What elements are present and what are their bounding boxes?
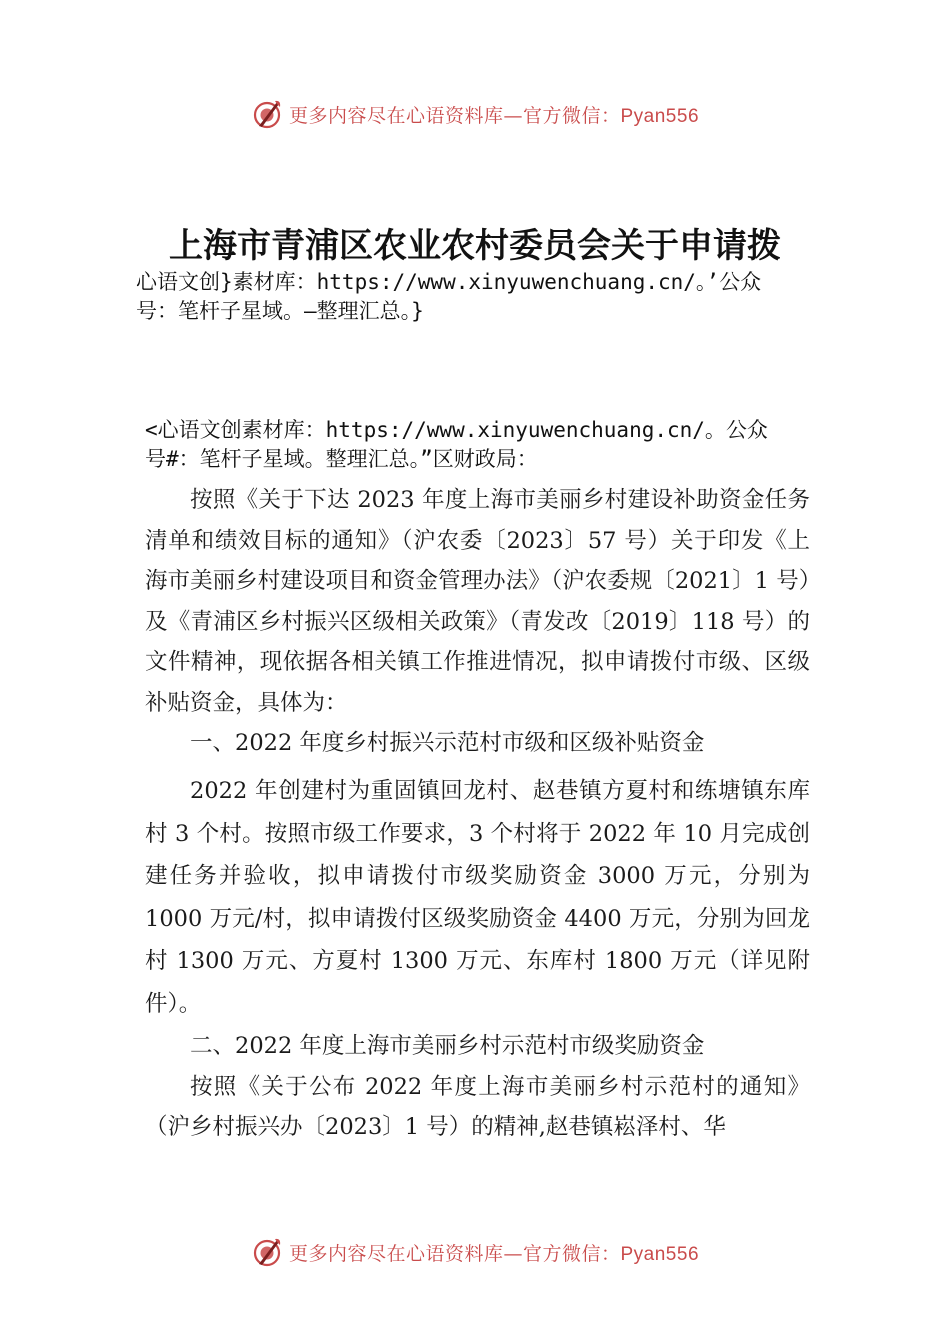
source-note-2 [145,416,768,474]
body-paragraph-3: 按照《关于公布 2022 年度上海市美丽乡村示范村的通知》（沪乡村振兴办〔2023〕1 号）的精神,赵巷镇崧泽村、华 [145,1073,810,1140]
header-watermark [0,94,950,134]
body-block-3 [145,1026,810,1148]
body-paragraph-1: 按照《关于下达 2023 年度上海市美丽乡村建设补助资金任务清单和绩效目标的通知》（沪农委〔2023〕57 号）关于印发《上海市美丽乡村建设项目和资金管理办法》（沪农委规〔2021〕1 号）及《青浦区乡村振兴区级相关政策》（青发改〔2019〕118 号）的文件精神，现依据各相关镇工作推进情况，拟申请拨付市级、区级补贴资金，具体为： [145,487,810,716]
body-paragraph-2: 2022 年创建村为重固镇回龙村、赵巷镇方夏村和练塘镇东库村 3 个村。按照市级工作要求，3 个村将于 2022 年 10 月完成创建任务并验收，拟申请拨付市级奖励资金 3000 万元，分别为 1000 万元/村，拟申请拨付区级奖励资金 4400 万元，分别为回龙村 1300 万元、方夏村 1300 万元、东库村 1800 万元（详见附件）。 [145,778,810,1017]
source-note-1-line1: 心语文创}素材库：https://www.xinyuwenchuang.cn/。’公众 [136,270,762,294]
source-note-1 [136,268,761,326]
source-note-2-line2: 号#：笔杆子星域。整理汇总。”区财政局： [145,447,538,471]
watermark-text: 更多内容尽在心语资料库—官方微信：Pyan556 [288,104,700,127]
wechat-id: Pyan556 [620,1243,700,1265]
body-block-2 [145,770,810,1025]
section-heading-2: 二、2022 年度上海市美丽乡村示范村市级奖励资金 [190,1033,705,1059]
document-title: 上海市青浦区农业农村委员会关于申请拨 [169,226,781,266]
section-heading-1: 一、2022 年度乡村振兴示范村市级和区级补贴资金 [190,730,705,756]
footer-watermark [0,1232,950,1272]
quill-pen-circle-icon [251,1236,283,1268]
source-note-2-line1: <心语文创素材库：https://www.xinyuwenchuang.cn/。公众 [145,418,768,442]
quill-pen-circle-icon [251,98,283,130]
body-block-1 [145,480,810,764]
source-note-1-line2: 号：笔杆子星域。—整理汇总。} [136,299,424,323]
wechat-id: Pyan556 [620,105,700,127]
watermark-text: 更多内容尽在心语资料库—官方微信：Pyan556 [288,1242,700,1265]
